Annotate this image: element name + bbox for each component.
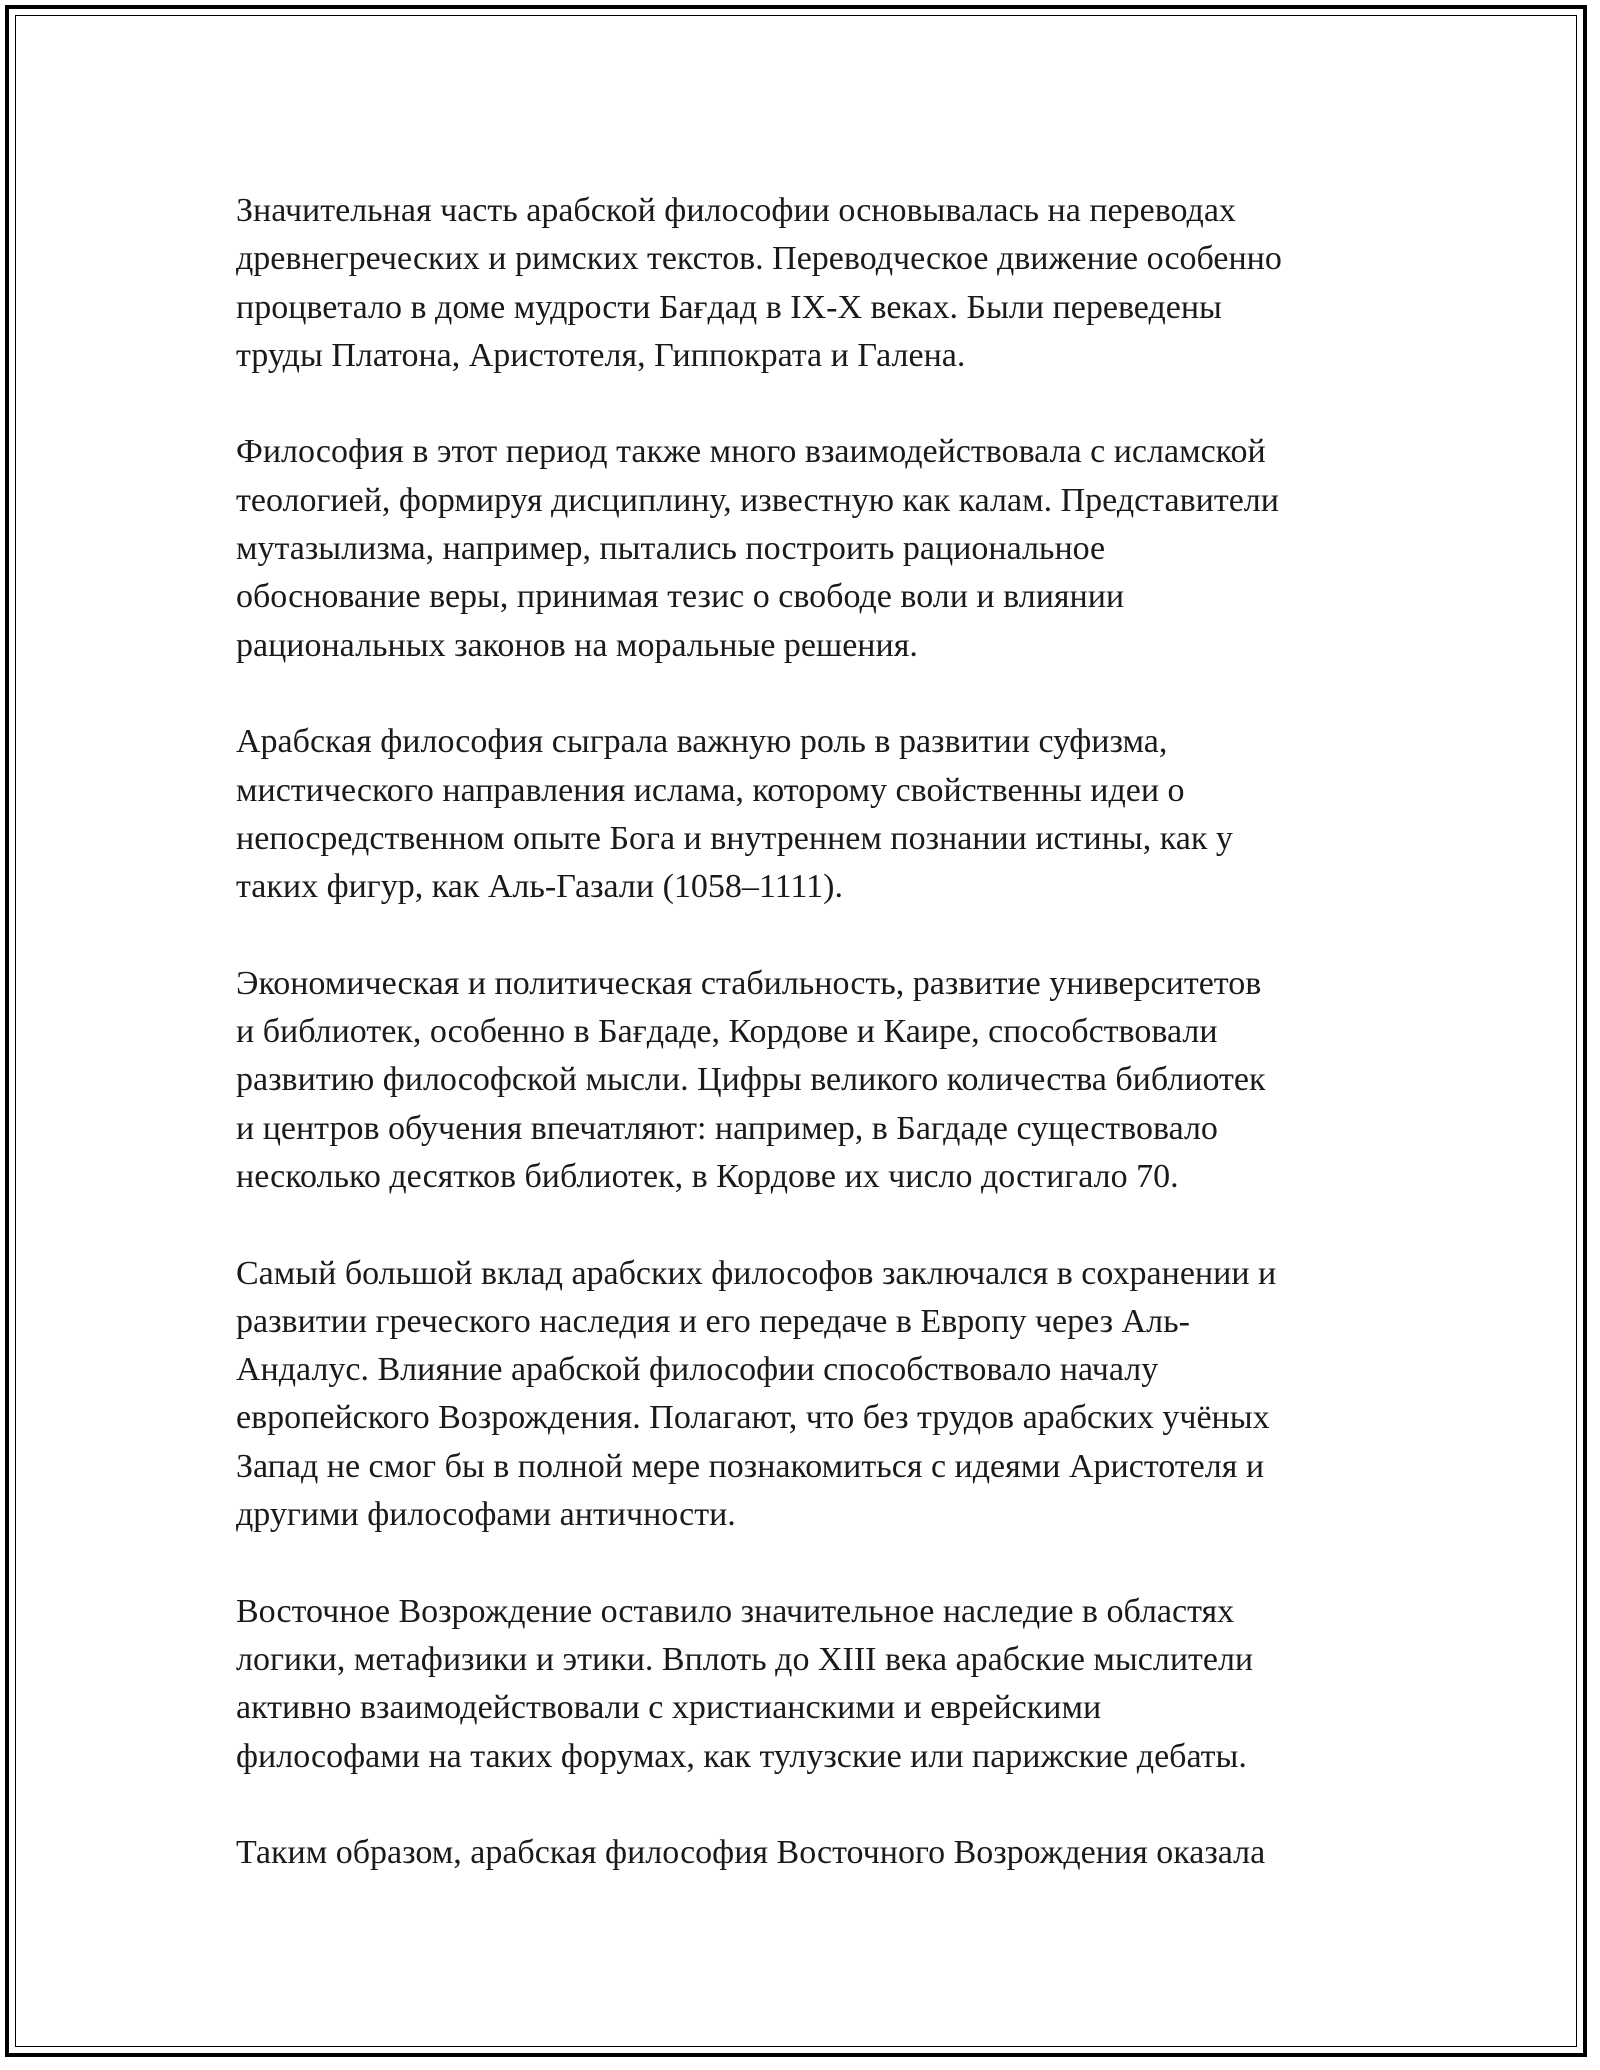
text-line: труды Платона, Аристотеля, Гиппократа и Галена. (236, 336, 966, 374)
text-line: Андалус. Влияние арабской философии способствовало началу (236, 1351, 1159, 1389)
text-line: непосредственном опыте Бога и внутреннем познании истины, как у (236, 819, 1233, 857)
text-line: европейского Возрождения. Полагают, что без трудов арабских учёных (236, 1399, 1270, 1437)
document-body (236, 187, 1376, 1926)
text-line: теологией, формируя дисциплину, известную как калам. Представители (236, 481, 1279, 519)
text-line: Экономическая и политическая стабильность, развитие университетов (236, 964, 1262, 1002)
text-line: мутазылизма, например, пытались построить рациональное (236, 530, 1106, 568)
text-line: Значительная часть арабской философии основывалась на переводах (236, 192, 1236, 229)
text-line: рациональных законов на моральные решения. (236, 626, 918, 664)
text-line: мистического направления ислама, которому свойственны идеи о (236, 771, 1185, 809)
text-line: Самый большой вклад арабских философов заключался в сохранении и (236, 1254, 1277, 1292)
text-line: активно взаимодействовали с христианскими и еврейскими (236, 1689, 1102, 1727)
text-line: развитии греческого наследия и его передаче в Европу через Аль- (236, 1302, 1190, 1340)
paragraph-6 (236, 1588, 1376, 1781)
paragraph-5 (236, 1250, 1376, 1540)
paragraph-4 (236, 960, 1376, 1201)
text-line: несколько десятков библиотек, в Кордове их число достигало 70. (236, 1157, 1179, 1195)
text-line: процветало в доме мудрости Бағдад в IX-X веках. Были переведены (236, 288, 1222, 326)
text-line: и библиотек, особенно в Бағдаде, Кордове и Каире, способствовали (236, 1013, 1218, 1051)
text-line: логики, метафизики и этики. Вплоть до XIII века арабские мыслители (236, 1640, 1254, 1678)
text-line: философами на таких форумах, как тулузские или парижские дебаты. (236, 1737, 1247, 1775)
text-line: древнегреческих и римских текстов. Переводческое движение особенно (236, 240, 1282, 278)
paragraph-3 (236, 718, 1376, 911)
text-line: Восточное Возрождение оставило значительное наследие в областях (236, 1592, 1235, 1630)
text-line: развитию философской мысли. Цифры великого количества библиотек (236, 1061, 1266, 1099)
text-line: другими философами античности. (236, 1496, 736, 1534)
text-line: Арабская философия сыграла важную роль в развитии суфизма, (236, 723, 1168, 761)
text-line: и центров обучения впечатляют: например, в Багдаде существовало (236, 1109, 1218, 1147)
paragraph-7 (236, 1829, 1376, 1877)
text-line: обоснование веры, принимая тезис о свободе воли и влиянии (236, 578, 1125, 616)
paragraph-2 (236, 428, 1376, 669)
text-line: таких фигур, как Аль-Газали (1058–1111). (236, 868, 843, 906)
text-line: Таким образом, арабская философия Восточного Возрождения оказала (236, 1834, 1266, 1872)
text-line: Философия в этот период также много взаимодействовала с исламской (236, 433, 1266, 471)
paragraph-1 (236, 187, 1376, 380)
text-line: Запад не смог бы в полной мере познакомиться с идеями Аристотеля и (236, 1447, 1265, 1485)
